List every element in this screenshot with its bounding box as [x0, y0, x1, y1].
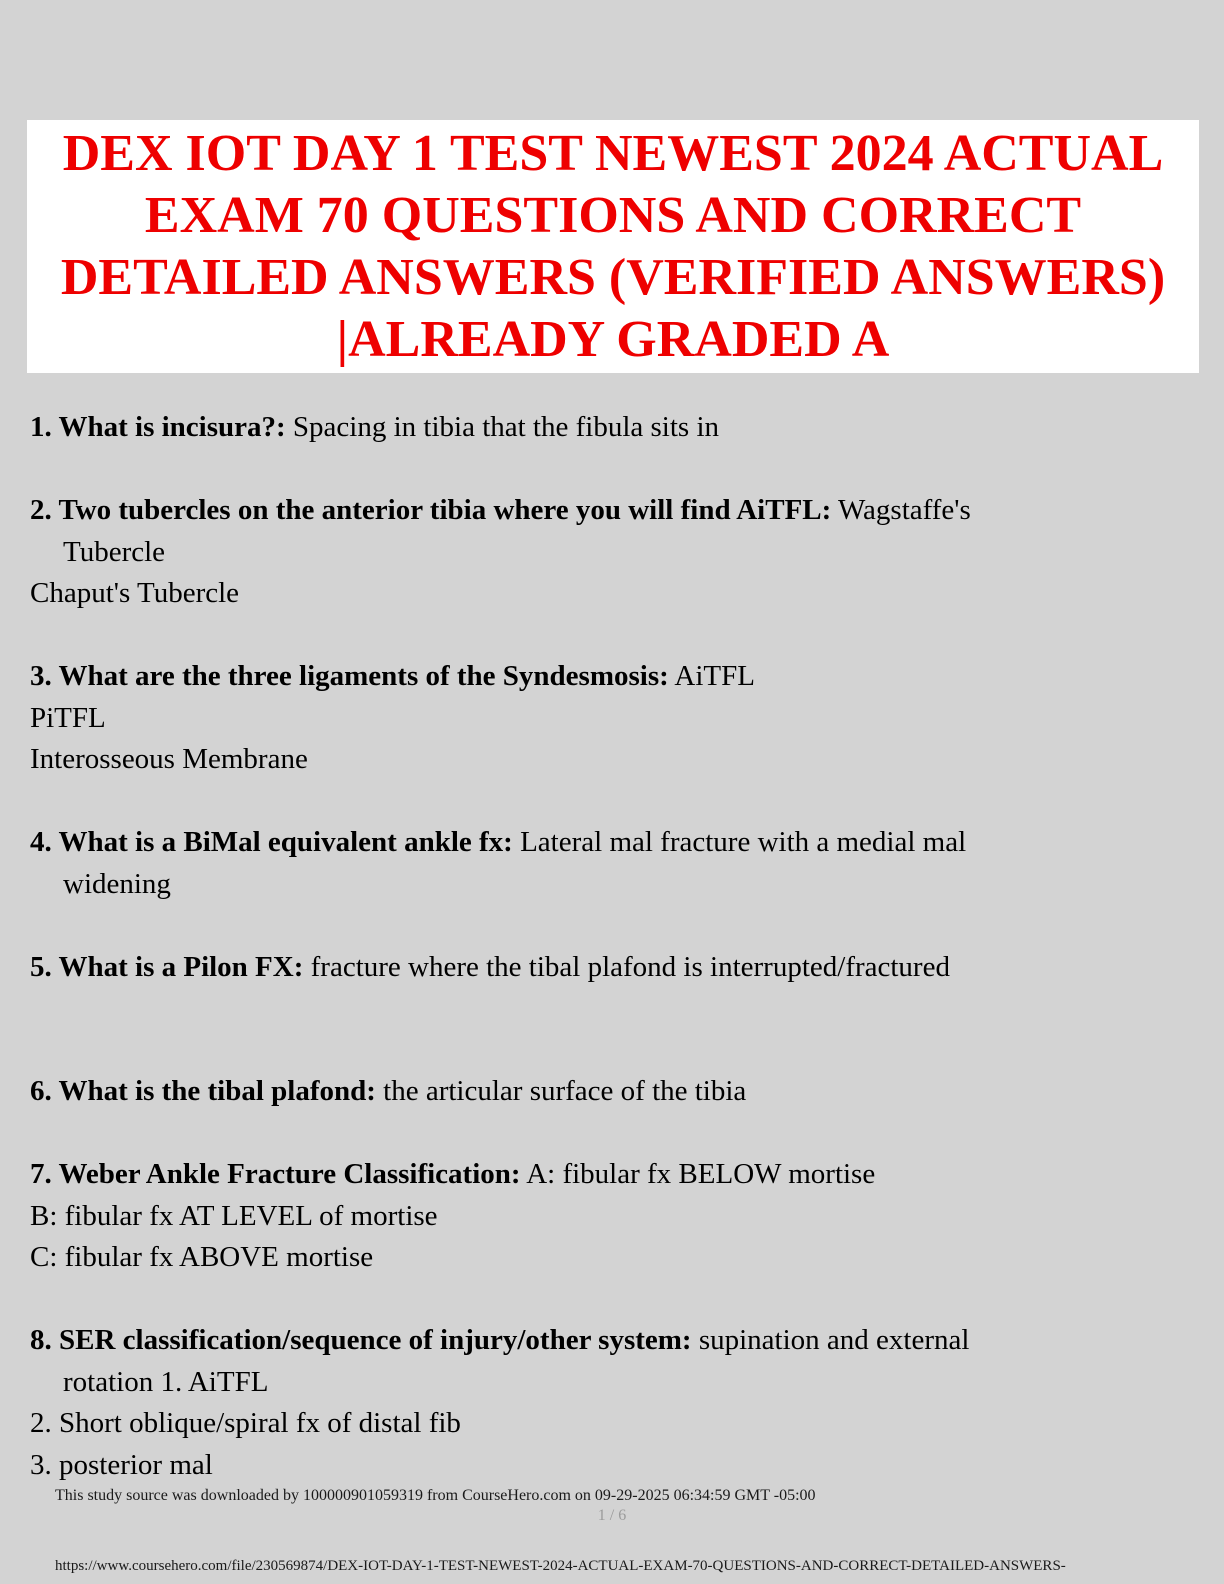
question-text: 5. What is a Pilon FX: [30, 950, 304, 983]
qa-item [30, 490, 1194, 615]
answer-text: 2. Short oblique/spiral fx of distal fib [30, 1407, 461, 1439]
answer-text: C: fibular fx ABOVE mortise [30, 1241, 374, 1273]
answer-text: rotation 1. AiTFL [63, 1365, 269, 1398]
qa-line [30, 490, 1194, 532]
question-text: 2. Two tubercles on the anterior tibia where you will find AiTFL: [30, 494, 832, 526]
answer-text: AiTFL [668, 660, 755, 692]
answer-text: Spacing in tibia that the fibula sits in [285, 411, 720, 443]
qa-line [30, 822, 1194, 864]
qa-line [30, 1071, 1194, 1113]
answer-text: B: fibular fx AT LEVEL of mortise [30, 1199, 438, 1232]
question-text: 8. SER classification/sequence of injury/other system: [30, 1324, 692, 1356]
answer-text: Tubercle [63, 535, 166, 568]
qa-line [30, 864, 1194, 906]
qa-line [30, 656, 1194, 698]
document-title-line: EXAM 70 QUESTIONS AND CORRECT [144, 187, 1082, 244]
answer-text: supination and external [691, 1324, 970, 1356]
qa-item [30, 1071, 1194, 1113]
qa-item [30, 1320, 1194, 1486]
qa-item [30, 407, 1194, 449]
qa-line [30, 1237, 1194, 1279]
answer-text: 3. posterior mal [30, 1448, 213, 1481]
document-title-line: DETAILED ANSWERS (VERIFIED ANSWERS) [60, 249, 1166, 306]
footer-source-line: This study source was downloaded by 100000901059319 from CourseHero.com on 09-29-2025 06:34:59 GMT -05:00 [55, 1487, 816, 1504]
qa-line [30, 1196, 1194, 1238]
qa-line [30, 1320, 1194, 1362]
qa-item [30, 656, 1194, 781]
question-text: 1. What is incisura?: [30, 411, 286, 443]
question-text: 6. What is the tibal plafond: [30, 1075, 376, 1107]
qa-line [30, 1445, 1194, 1487]
question-text: 3. What are the three ligaments of the Syndesmosis: [30, 660, 669, 692]
answer-text: Chaput's Tubercle [30, 577, 240, 609]
qa-item [30, 947, 1194, 989]
qa-item [30, 1154, 1194, 1279]
qa-line [30, 407, 1194, 449]
page-indicator: 1 / 6 [597, 1507, 627, 1524]
qa-line [30, 1362, 1194, 1404]
qa-line [30, 698, 1194, 740]
qa-line [30, 739, 1194, 781]
answer-text: fracture where the tibal plafond is interrupted/fractured [303, 950, 950, 983]
qa-line [30, 1154, 1194, 1196]
answer-text: the articular surface of the tibia [375, 1075, 747, 1107]
qa-line [30, 573, 1194, 615]
question-text: 4. What is a BiMal equivalent ankle fx: [30, 826, 513, 858]
qa-list [30, 407, 1194, 1528]
qa-line [30, 1403, 1194, 1445]
answer-text: PiTFL [30, 701, 106, 734]
document-title-line: |ALREADY GRADED A [336, 311, 890, 368]
answer-text: Lateral mal fracture with a medial mal [512, 826, 967, 858]
qa-line [30, 532, 1194, 574]
title-banner [27, 120, 1199, 373]
answer-text: Interosseous Membrane [30, 743, 308, 775]
qa-line [30, 947, 1194, 989]
answer-text: widening [63, 867, 171, 900]
document-title-line: DEX IOT DAY 1 TEST NEWEST 2024 ACTUAL [62, 125, 1164, 182]
answer-text: Wagstaffe's [831, 494, 971, 526]
qa-item [30, 822, 1194, 905]
source-url-link[interactable]: https://www.coursehero.com/file/230569874/DEX-IOT-DAY-1-TEST-NEWEST-2024-ACTUAL-EXAM-70-QUESTIONS-AND-CORRECT-DETAILED-ANSWERS- [55, 1558, 1066, 1574]
question-text: 7. Weber Ankle Fracture Classification: [30, 1158, 521, 1190]
answer-text: A: fibular fx BELOW mortise [520, 1158, 876, 1190]
